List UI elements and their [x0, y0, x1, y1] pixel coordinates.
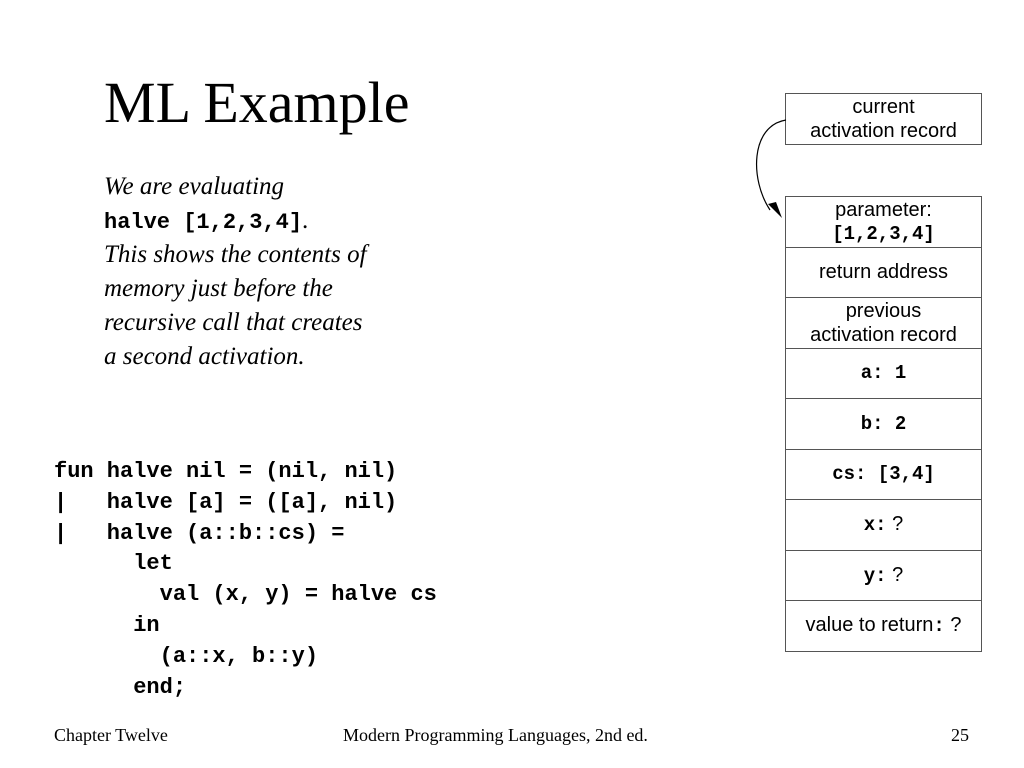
current-label-line: activation record [810, 120, 957, 142]
return-address-cell [785, 247, 982, 299]
current-pointer-arrow-icon [740, 110, 790, 230]
description-line: recursive call that creates [104, 309, 363, 336]
variable-cs: cs: [3,4] [832, 463, 935, 486]
code-line: val (x, y) = halve cs [54, 582, 437, 608]
code-line: fun halve nil = (nil, nil) [54, 459, 398, 484]
description-line: This shows the contents of [104, 241, 367, 268]
previous-activation-record-cell [785, 297, 982, 349]
return-value-label: value to return [805, 614, 934, 637]
return-value-colon: : [933, 615, 945, 638]
variable-y-value: ? [892, 563, 904, 586]
variable-b-cell [785, 398, 982, 450]
code-listing [54, 457, 437, 703]
code-line: (a::x, b::y) [54, 643, 319, 669]
code-line: | halve (a::b::cs) = [54, 520, 345, 546]
description-line: a second activation. [104, 343, 305, 370]
variable-cs-cell [785, 449, 982, 501]
activation-record-stack [785, 196, 982, 652]
description-line: We are evaluating [104, 173, 285, 200]
function-call-code: halve [1,2,3,4] [104, 210, 303, 235]
current-activation-record-box [785, 93, 982, 145]
return-value-value: ? [950, 614, 962, 637]
code-line: end; [54, 674, 187, 700]
footer-book-title: Modern Programming Languages, 2nd ed. [343, 725, 648, 745]
description-call-line [104, 204, 434, 238]
variable-x-name: x: [863, 514, 887, 537]
parameter-label: parameter: [835, 198, 932, 221]
variable-a-cell [785, 348, 982, 400]
variable-y-cell [785, 550, 982, 602]
return-value-cell [785, 600, 982, 652]
description-text [104, 170, 434, 374]
variable-b: b: 2 [860, 412, 907, 435]
variable-x-value: ? [892, 513, 904, 536]
code-line: let [54, 551, 173, 577]
variable-x-cell [785, 499, 982, 551]
description-line: memory just before the [104, 275, 333, 302]
parameter-cell [785, 196, 982, 248]
slide-title: ML Example [104, 70, 410, 135]
footer-chapter: Chapter Twelve [54, 725, 168, 745]
code-line: | halve [a] = ([a], nil) [54, 489, 398, 515]
previous-label-line: previous [845, 299, 922, 322]
return-address-label: return address [819, 261, 948, 284]
variable-y-name: y: [863, 564, 887, 587]
parameter-value: [1,2,3,4] [832, 222, 935, 245]
variable-a: a: 1 [860, 362, 907, 385]
code-line: in [54, 612, 160, 638]
current-label-line: current [852, 96, 915, 118]
period: . [302, 207, 309, 234]
footer-page-number: 25 [951, 725, 969, 745]
previous-label-line: activation record [810, 323, 957, 346]
